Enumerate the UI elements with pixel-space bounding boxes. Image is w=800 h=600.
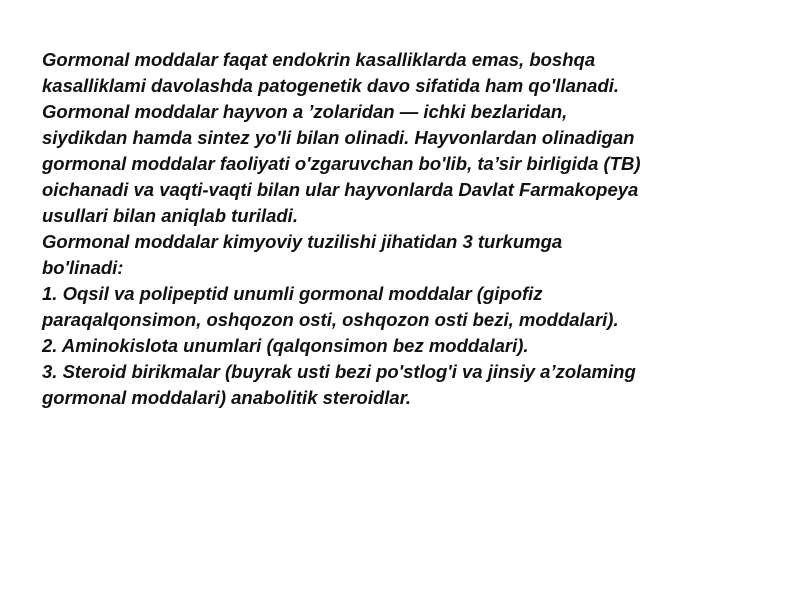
- text-line: bo'linadi:: [42, 257, 124, 278]
- text-line: oichanadi va vaqti-vaqti bilan ular hayvonlarda Davlat Farmakopeya: [42, 179, 639, 200]
- text-line: paraqalqonsimon, oshqozon osti, oshqozon osti bezi, moddalari).: [42, 309, 619, 330]
- text-line: Gormonal moddalar faqat endokrin kasalliklarda emas, boshqa: [42, 49, 596, 70]
- text-line: siydikdan hamda sintez yo'li bilan olinadi. Hayvonlardan olinadigan: [42, 127, 635, 148]
- text-line: gormonal moddalar faoliyati o'zgaruvchan bo'lib, ta’sir birligida (TB): [42, 153, 641, 174]
- text-line: Gormonal moddalar kimyoviy tuzilishi jihatidan 3 turkumga: [42, 231, 563, 252]
- text-line: gormonal moddalari) anabolitik steroidlar.: [42, 387, 412, 408]
- text-line: Gormonal moddalar hayvon a ’zolaridan — ichki bezlaridan,: [42, 101, 568, 122]
- body-text: [42, 47, 782, 411]
- text-line: 2. Aminokislota unumlari (qalqonsimon bez moddalari).: [42, 335, 529, 356]
- text-line: 3. Steroid birikmalar (buyrak usti bezi po'stlog'i va jinsiy a’zolaming: [42, 361, 636, 382]
- text-line: 1. Oqsil va polipeptid unumli gormonal moddalar (gipofiz: [42, 283, 543, 304]
- text-line: usullari bilan aniqlab turiladi.: [42, 205, 298, 226]
- text-line: kasalliklami davolashda patogenetik davo sifatida ham qo'llanadi.: [42, 75, 620, 96]
